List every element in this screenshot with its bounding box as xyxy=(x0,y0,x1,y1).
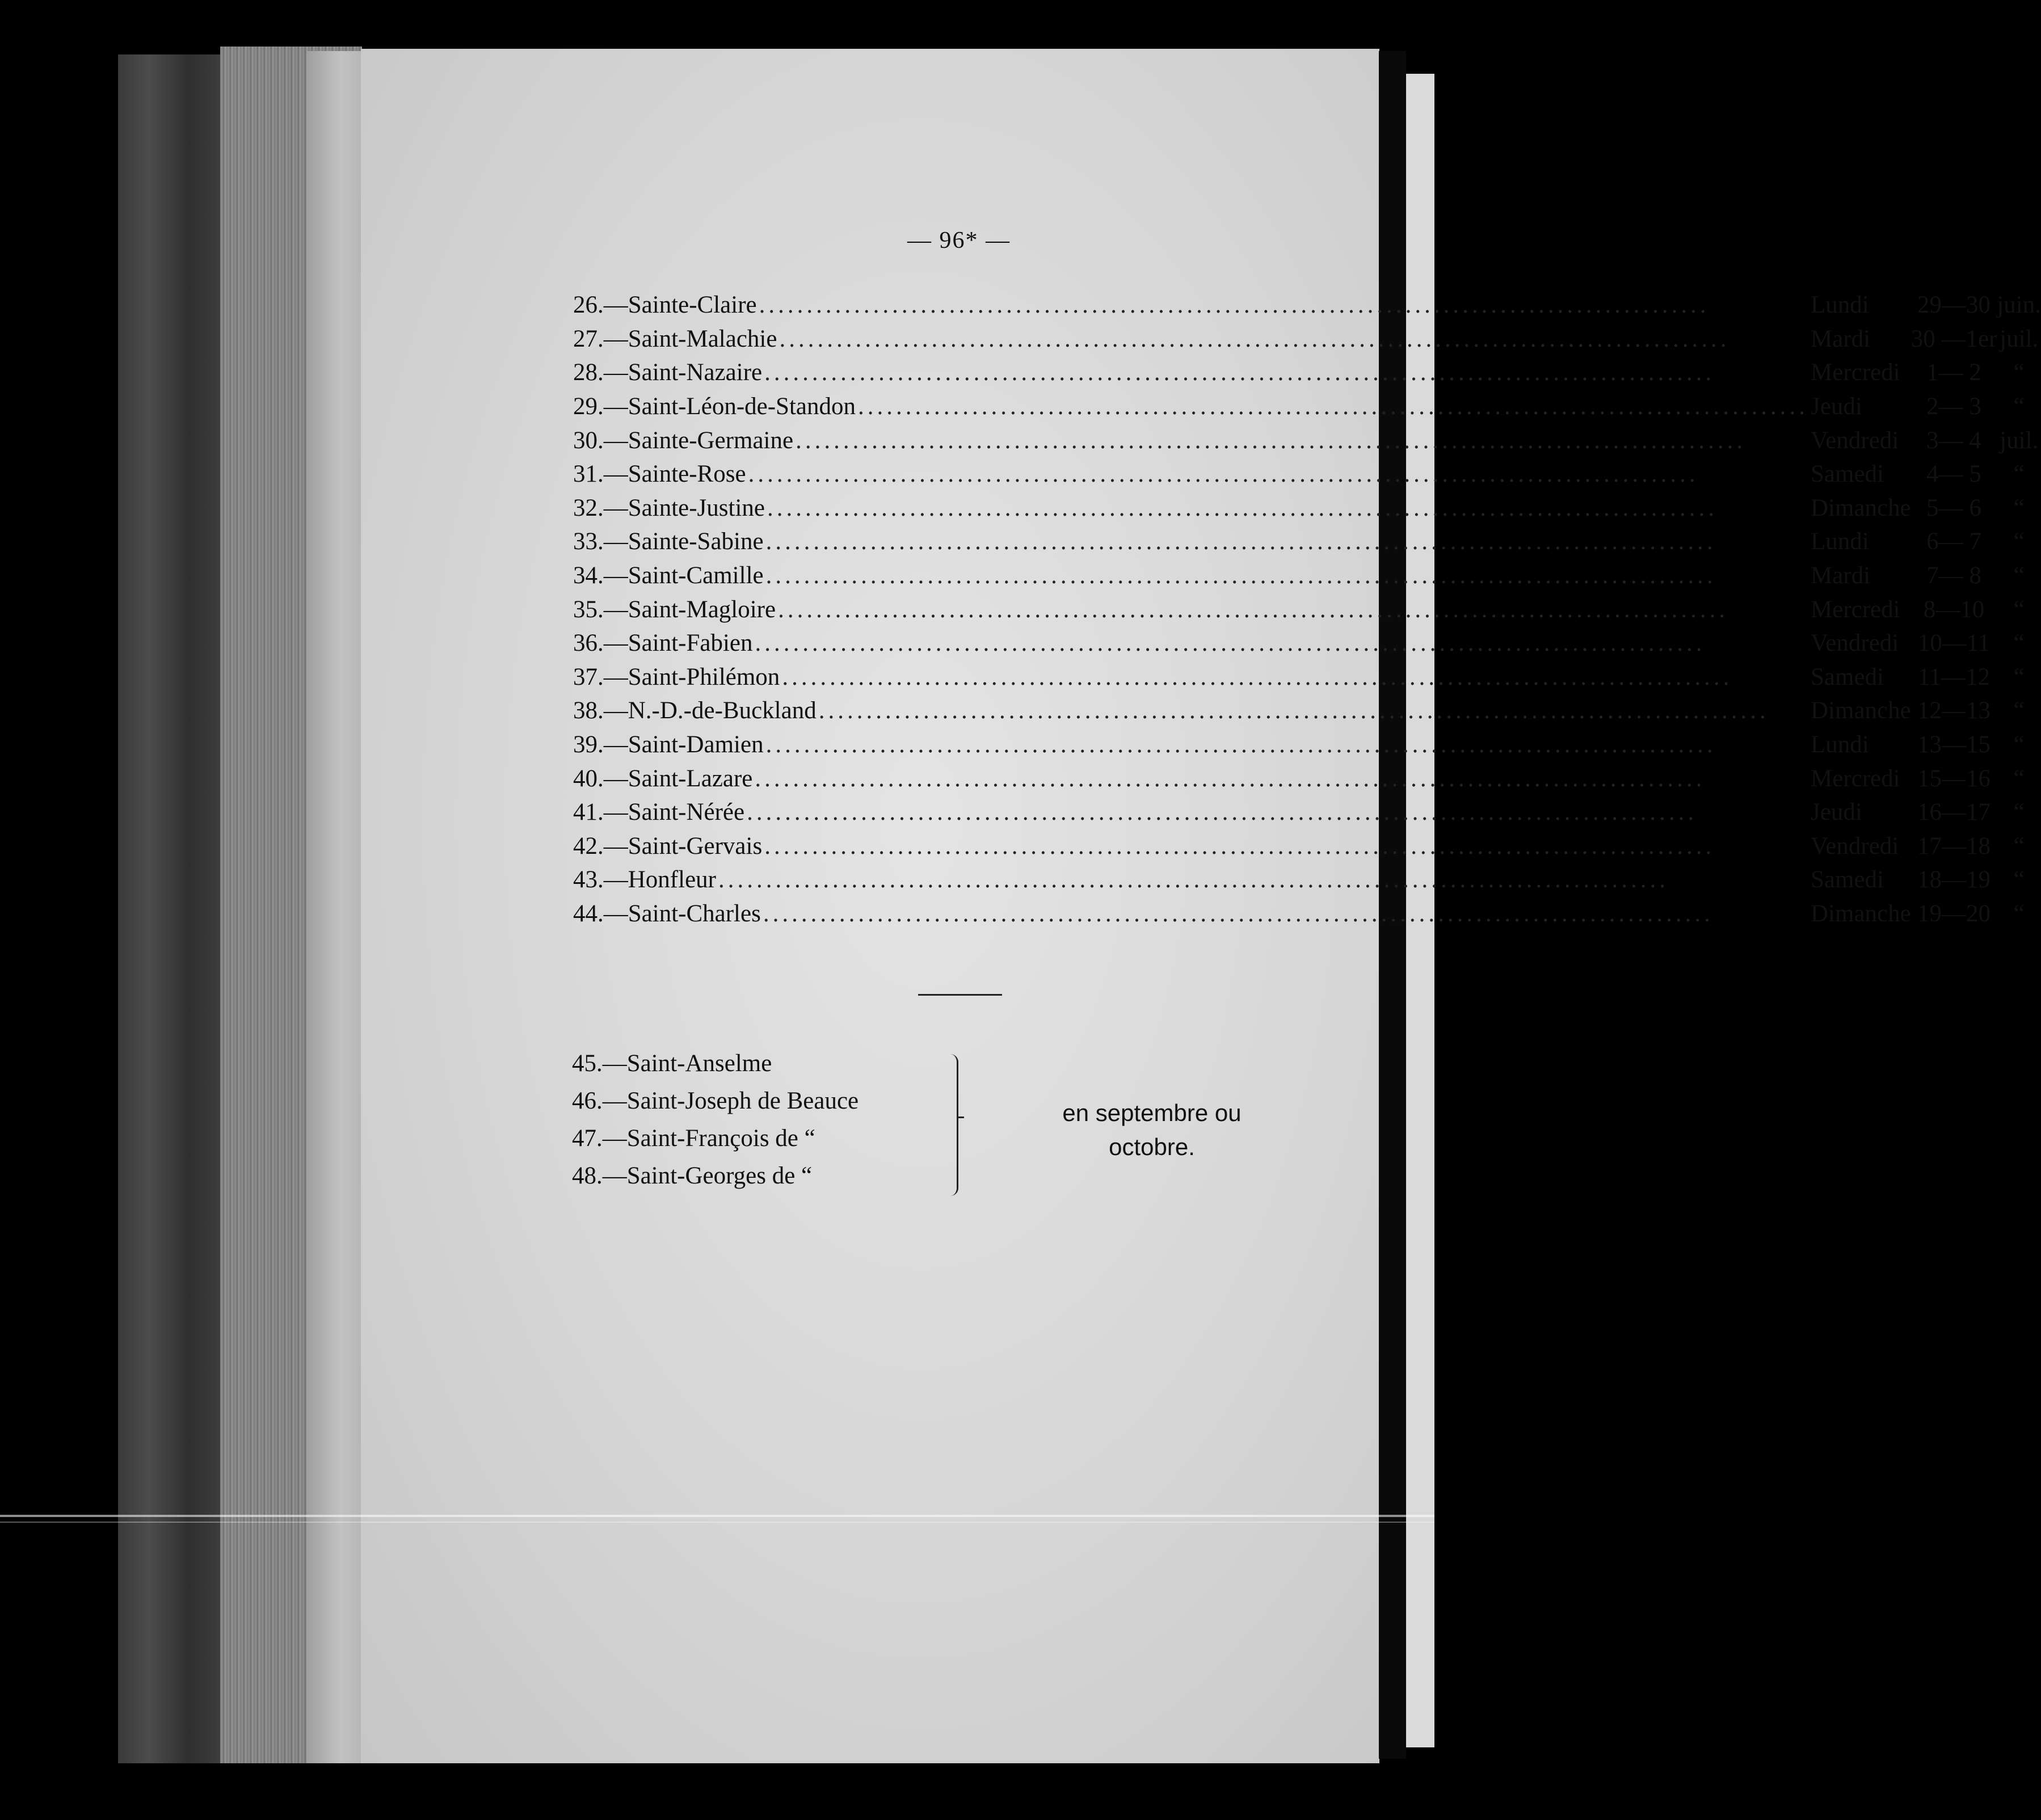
table-row xyxy=(573,761,2041,795)
date-range: 2— 3 xyxy=(1926,393,1981,420)
dot-leader xyxy=(766,731,1808,759)
parish-cell xyxy=(628,829,1811,863)
month: “ xyxy=(2013,832,2025,860)
parish-cell xyxy=(628,390,1811,424)
weekday: Dimanche xyxy=(1811,900,1911,927)
table-row xyxy=(573,525,2041,559)
parish-cell xyxy=(628,694,1811,728)
entry-number: 35.— xyxy=(573,596,628,623)
table-row xyxy=(573,559,2041,593)
date-range: 1— 2 xyxy=(1926,359,1981,386)
table-row xyxy=(573,491,2041,525)
table-row xyxy=(573,728,2041,762)
dot-leader xyxy=(764,359,1808,386)
date-range: 8—10 xyxy=(1923,596,1985,623)
month: “ xyxy=(2013,731,2025,759)
parish-cell xyxy=(628,457,1811,491)
month: “ xyxy=(2013,765,2025,792)
entry-number: 38.— xyxy=(573,697,628,724)
weekday: Samedi xyxy=(1811,866,1884,894)
entry-number: 40.— xyxy=(573,765,628,792)
weekday: Jeudi xyxy=(1811,393,1862,420)
table-row xyxy=(573,795,2041,829)
entry-number: 37.— xyxy=(573,663,628,690)
weekday: Jeudi xyxy=(1811,799,1862,826)
weekday: Lundi xyxy=(1811,731,1869,759)
weekday: Vendredi xyxy=(1811,427,1899,454)
date-range: 16—17 xyxy=(1917,799,1991,826)
dot-leader xyxy=(763,900,1808,928)
entry-number: 31.— xyxy=(573,461,628,488)
month: “ xyxy=(2013,697,2025,724)
parish-name: Sainte-Sabine xyxy=(628,528,764,555)
month: “ xyxy=(2013,461,2025,488)
weekday: Mardi xyxy=(1811,325,1871,352)
parish-cell xyxy=(628,288,1811,322)
weekday: Lundi xyxy=(1811,528,1869,555)
date-range: 7— 8 xyxy=(1926,562,1981,589)
parish-cell xyxy=(628,525,1811,559)
entry-number: 34.— xyxy=(573,562,628,589)
weekday: Mercredi xyxy=(1811,596,1900,623)
weekday: Mardi xyxy=(1811,562,1871,589)
later-parishes-list xyxy=(572,1045,859,1195)
dot-leader xyxy=(779,325,1808,353)
parish-name: Saint-Damien xyxy=(628,731,764,759)
month: “ xyxy=(2013,359,2025,386)
table-row xyxy=(573,829,2041,863)
date-range: 6— 7 xyxy=(1926,528,1981,555)
grouping-brace-tip xyxy=(957,1117,964,1118)
parish-cell xyxy=(628,322,1811,356)
parish-cell xyxy=(628,626,1811,660)
parish-name: Saint-Fabien xyxy=(628,630,753,657)
entry-number: 39.— xyxy=(573,731,628,759)
parish-name: Sainte-Justine xyxy=(628,494,765,521)
month: “ xyxy=(2013,663,2025,690)
list-item: 47.—Saint-François de “ xyxy=(572,1125,815,1152)
dot-leader xyxy=(755,629,1809,657)
parish-cell xyxy=(628,559,1811,593)
table-row xyxy=(573,863,2041,897)
dot-leader xyxy=(766,528,1808,555)
parish-name: Saint-Lazare xyxy=(628,765,753,792)
month: “ xyxy=(2013,630,2025,657)
list-item: 45.—Saint-Anselme xyxy=(572,1050,772,1077)
parish-name: Sainte-Claire xyxy=(628,292,757,319)
month: “ xyxy=(2013,866,2025,894)
date-range: 4— 5 xyxy=(1926,461,1981,488)
date-range: 13—15 xyxy=(1917,731,1991,759)
entry-number: 30.— xyxy=(573,427,628,454)
entry-number: 36.— xyxy=(573,630,628,657)
month: “ xyxy=(2013,596,2025,623)
list-item: 46.—Saint-Joseph de Beauce xyxy=(572,1088,859,1114)
table-row xyxy=(573,660,2041,694)
weekday: Mercredi xyxy=(1811,765,1900,792)
parish-cell xyxy=(628,795,1811,829)
date-range: 5— 6 xyxy=(1926,494,1981,521)
date-range: 3— 4 xyxy=(1926,427,1981,454)
parish-name: Saint-Magloire xyxy=(628,596,776,623)
month: “ xyxy=(2013,799,2025,826)
parish-cell xyxy=(628,423,1811,457)
table-row xyxy=(573,356,2041,390)
parish-cell xyxy=(628,863,1811,897)
date-range: 29—30 xyxy=(1917,292,1991,319)
dot-leader xyxy=(748,460,1808,488)
dot-leader xyxy=(766,562,1808,589)
section-divider xyxy=(918,994,1002,996)
month: juil. xyxy=(2000,427,2039,454)
later-schedule-note xyxy=(1033,1096,1271,1164)
weekday: Mercredi xyxy=(1811,359,1900,386)
dot-leader xyxy=(796,427,1808,454)
parish-name: Saint-Léon-de-Standon xyxy=(628,393,856,420)
parish-cell xyxy=(628,592,1811,626)
table-row xyxy=(573,626,2041,660)
date-range: 19—20 xyxy=(1917,900,1991,927)
entry-number: 32.— xyxy=(573,494,628,521)
parish-cell xyxy=(628,356,1811,390)
parish-name: Saint-Philémon xyxy=(628,663,780,690)
date-range: 30 —1er xyxy=(1910,325,1997,352)
table-row xyxy=(573,457,2041,491)
date-range: 10—11 xyxy=(1917,630,1990,657)
parish-cell xyxy=(628,491,1811,525)
entry-number: 28.— xyxy=(573,359,628,386)
table-row xyxy=(573,322,2041,356)
parish-cell xyxy=(628,660,1811,694)
month: juil. xyxy=(2000,325,2039,352)
dot-leader xyxy=(767,494,1808,522)
entry-number: 43.— xyxy=(573,866,628,894)
page-number: — 96* — xyxy=(907,228,1011,254)
date-range: 17—18 xyxy=(1917,832,1991,860)
table-row xyxy=(573,390,2041,424)
parish-cell xyxy=(628,897,1811,931)
entry-number: 41.— xyxy=(573,799,628,826)
weekday: Vendredi xyxy=(1811,630,1899,657)
table-row xyxy=(573,694,2041,728)
table-row xyxy=(573,897,2041,931)
parish-cell xyxy=(628,761,1811,795)
entry-number: 44.— xyxy=(573,900,628,927)
weekday: Vendredi xyxy=(1811,832,1899,860)
book-spine xyxy=(118,54,220,1763)
weekday: Dimanche xyxy=(1811,494,1911,521)
table-row xyxy=(573,423,2041,457)
weekday: Dimanche xyxy=(1811,697,1911,724)
entry-number: 27.— xyxy=(573,325,628,352)
weekday: Lundi xyxy=(1811,292,1869,319)
schedule-table xyxy=(573,288,2041,930)
month: “ xyxy=(2013,562,2025,589)
date-range: 11—12 xyxy=(1917,663,1990,690)
dot-leader xyxy=(747,798,1808,826)
weekday: Samedi xyxy=(1811,461,1884,488)
parish-name: Saint-Camille xyxy=(628,562,764,589)
page-edges-light xyxy=(306,51,363,1763)
dot-leader xyxy=(778,596,1808,623)
date-range: 15—16 xyxy=(1917,765,1991,792)
list-item: 48.—Saint-Georges de “ xyxy=(572,1162,813,1189)
dot-leader xyxy=(764,832,1808,860)
date-range: 18—19 xyxy=(1917,866,1991,894)
date-range: 12—13 xyxy=(1917,697,1991,724)
parish-name: Saint-Nazaire xyxy=(628,359,763,386)
parish-name: Saint-Gervais xyxy=(628,832,763,860)
month: “ xyxy=(2013,528,2025,555)
parish-name: Sainte-Germaine xyxy=(628,427,794,454)
entry-number: 33.— xyxy=(573,528,628,555)
note-line: en septembre ou xyxy=(1062,1099,1242,1126)
parish-name: Sainte-Rose xyxy=(628,461,746,488)
parish-name: Saint-Nérée xyxy=(628,799,745,826)
month: “ xyxy=(2013,900,2025,927)
table-row xyxy=(573,288,2041,322)
entry-number: 29.— xyxy=(573,393,628,420)
dot-leader xyxy=(755,765,1808,793)
table-row xyxy=(573,592,2041,626)
scan-artifact-line-2 xyxy=(0,1522,1434,1523)
month: “ xyxy=(2013,494,2025,521)
month: juin. xyxy=(1997,292,2041,319)
scan-artifact-line xyxy=(0,1515,1434,1517)
entry-number: 42.— xyxy=(573,832,628,860)
parish-name: Saint-Malachie xyxy=(628,325,777,352)
weekday: Samedi xyxy=(1811,663,1884,690)
entry-number: 26.— xyxy=(573,292,628,319)
parish-cell xyxy=(628,728,1811,762)
dot-leader xyxy=(718,866,1808,894)
grouping-brace xyxy=(944,1054,958,1196)
dot-leader xyxy=(759,291,1808,319)
dot-leader xyxy=(858,393,1808,420)
dot-leader xyxy=(782,663,1808,691)
parish-name: N.-D.-de-Buckland xyxy=(628,697,817,724)
note-line: octobre. xyxy=(1109,1134,1195,1160)
parish-name: Honfleur xyxy=(628,866,716,894)
month: “ xyxy=(2013,393,2025,420)
dot-leader xyxy=(819,697,1808,724)
parish-name: Saint-Charles xyxy=(628,900,761,927)
